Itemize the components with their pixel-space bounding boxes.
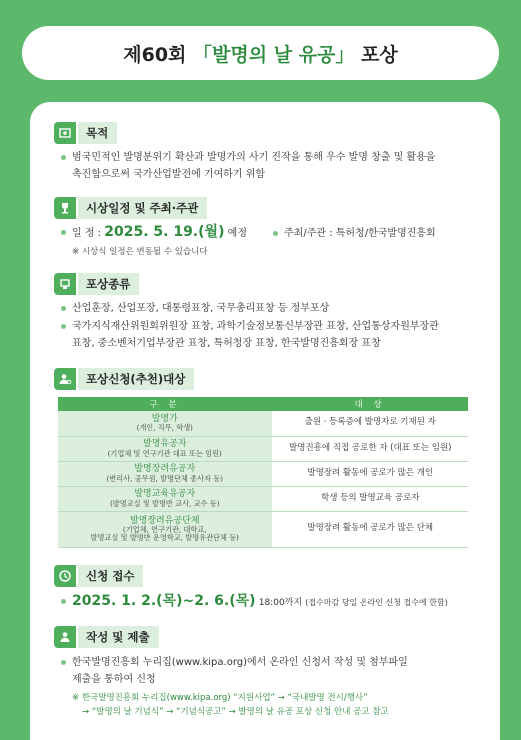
section-types-header: [54, 273, 139, 295]
date-value: 2025. 5. 19.: [104, 224, 199, 240]
submit-line-2: 제출을 통하여 신청: [72, 674, 156, 685]
table-row: [58, 461, 468, 486]
category-name: 발명교육유공자: [134, 489, 196, 500]
types-line-1: 산업훈장, 산업포장, 대통령표창, 국무총리표창 등 정부포상: [72, 300, 329, 317]
date-day: (월): [198, 224, 225, 240]
page-title: [22, 26, 499, 80]
category-name: 발명가: [151, 413, 178, 424]
types-line-3-text: 표창, 중소벤처기업부장관 표창, 특허청장 표창, 한국발명진흥회장 표창: [72, 338, 381, 349]
host-text: 주최/주관 : 특허청/한국발명진흥회: [284, 228, 436, 239]
schedule-date: [72, 224, 247, 242]
trophy-icon: [54, 197, 76, 219]
category-sub: (기업체, 연구기관, 대학교,: [122, 524, 207, 534]
row-target: 발명장려 활동에 공로가 많은 개인: [272, 461, 468, 486]
section-apply-header: [54, 565, 143, 587]
apply-end: 2. 6.: [194, 593, 230, 609]
purpose-line-2: 촉진함으로써 국가산업발전에 기여하기 위함: [72, 169, 266, 180]
submit-note: [72, 691, 389, 719]
medal-icon: [54, 273, 76, 295]
types-line-2: [72, 318, 482, 352]
submit-text: [72, 654, 408, 688]
target-icon: [54, 122, 76, 144]
row-target: 발명장려 활동에 공로가 많은 단체: [272, 511, 468, 547]
row-category: [58, 436, 272, 461]
submit-line-1: 한국발명진흥회 누리집(www.kipa.org)에서 온라인 신청서 작성 및 첨부파일: [72, 657, 408, 668]
table-row: [58, 436, 468, 461]
table-row: [58, 486, 468, 511]
apply-note: (접수마감 당일 온라인 신청 접수에 한함): [305, 598, 448, 607]
col-header-target: 대 상: [272, 397, 468, 411]
table-row: [58, 511, 468, 547]
table-header-row: [58, 397, 468, 411]
row-target: 출원 · 등록증에 발명자로 기재된 자: [272, 411, 468, 436]
date-suffix: 예정: [227, 228, 247, 239]
clock-icon: [54, 565, 76, 587]
targets-table: [58, 397, 468, 548]
row-target: 발명진흥에 직접 공로한 자 (대표 또는 임원): [272, 436, 468, 461]
title-prefix: 제60회: [123, 43, 187, 66]
section-schedule-label: 시상일정 및 주최·주관: [76, 197, 207, 219]
row-category: [58, 411, 272, 436]
table-row: [58, 411, 468, 436]
section-targets-header: [54, 368, 194, 390]
apply-start-day: (목): [156, 593, 183, 609]
submit-note-2: → “발명의 날 기념식” → “기념식공고” → 발명의 날 유공 포상 신청 안내 공고 참고: [82, 707, 389, 717]
purpose-line-1: 범국민적인 발명분위기 확산과 발명가의 사기 진작을 통해 우수 발명 창출 및 활용을: [72, 152, 436, 163]
section-submit-header: [54, 626, 159, 648]
category-sub: (개인, 직무, 학생): [136, 423, 193, 433]
row-category: [58, 486, 272, 511]
section-targets-label: 포상신청(추천)대상: [76, 368, 194, 390]
category-name: 발명장려유공단체: [129, 515, 200, 526]
apply-tilde: ~: [182, 593, 195, 609]
col-header-category: 구 분: [58, 397, 272, 411]
schedule-note: ※ 시상식 일정은 변동될 수 있습니다: [72, 247, 208, 257]
title-highlight: 「발명의 날 유공」: [193, 43, 355, 66]
row-target: 학생 등의 발명교육 공로자: [272, 486, 468, 511]
purpose-text: [72, 149, 435, 183]
category-sub: (발명교실 및 발명반 교사, 교수 등): [109, 498, 220, 508]
category-name: 발명유공자: [143, 439, 187, 450]
schedule-host: [284, 225, 436, 242]
row-category: [58, 511, 272, 547]
submit-note-1: ※ 한국발명진흥회 누리집(www.kipa.org) “지원사업” → “국내발명 전시/행사”: [72, 693, 368, 703]
row-category: [58, 461, 272, 486]
content-card: [30, 102, 500, 740]
section-apply-label: 신청 접수: [76, 565, 143, 587]
section-schedule-header: [54, 197, 207, 219]
category-name: 발명장려유공자: [134, 464, 196, 475]
section-submit-label: 작성 및 제출: [76, 626, 159, 648]
user-icon: [54, 368, 76, 390]
category-sub: (변리사, 공무원, 발명단체 종사자 등): [106, 473, 224, 483]
category-sub: (기업체 및 연구기관 대표 또는 임원): [107, 448, 222, 458]
section-purpose-header: [54, 122, 117, 144]
title-suffix: 포상: [361, 43, 398, 66]
apply-start: 2025. 1. 2.: [72, 593, 157, 609]
types-line-2-text: 국가지식재산위원회위원장 표창, 과학기술정보통신부장관 표창, 산업통상자원부장관: [72, 321, 439, 332]
section-types-label: 포상종류: [76, 273, 139, 295]
category-sub-2: 발명교실 및 발명반 운영학교, 발명유관단체 등): [90, 533, 239, 543]
section-purpose-label: 목적: [76, 122, 117, 144]
apply-end-day: (목): [229, 593, 256, 609]
apply-period: [72, 593, 448, 612]
person-document-icon: [54, 626, 76, 648]
date-prefix: 일 정 :: [72, 228, 102, 239]
apply-time: 18:00까지: [258, 598, 303, 608]
